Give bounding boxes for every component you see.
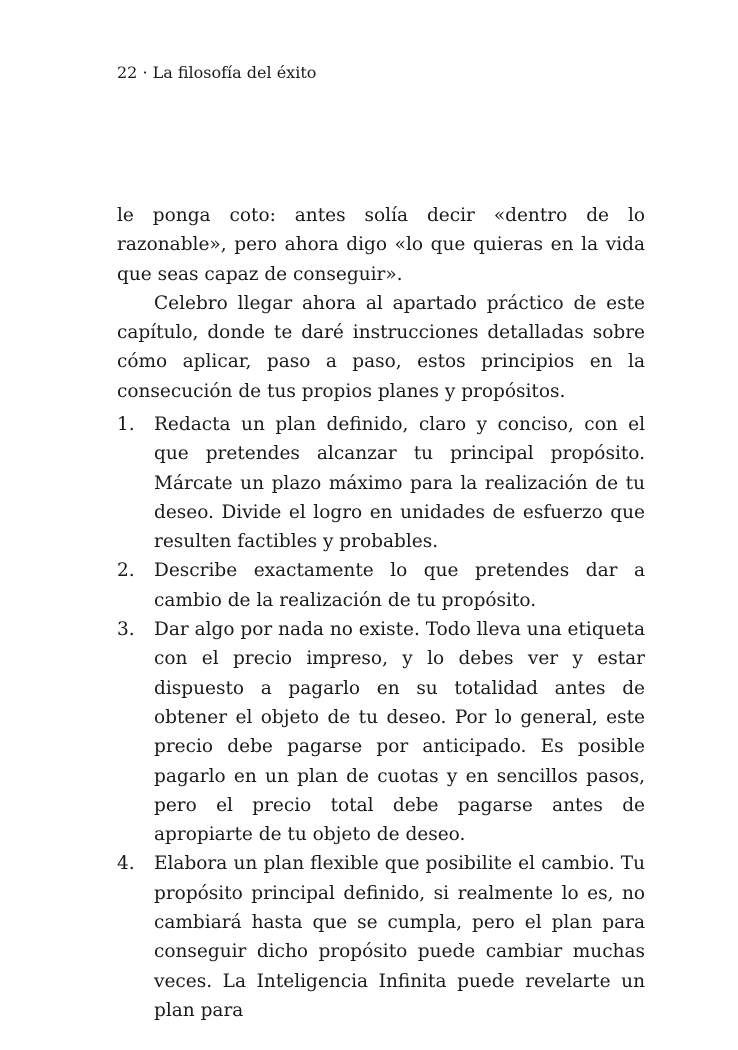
list-item-1 — [117, 410, 645, 556]
list-item-text: Redacta un plan definido, claro y conciso, con el que pretendes alcanzar tu principal propósito. Márcate un plazo máximo para la realización de tu deseo. Divide el logro en unidades de esfuerzo que resulten factibles y probables. — [154, 414, 645, 553]
list-item-text: Describe exactamente lo que pretendes dar a cambio de la realización de tu propósito. — [154, 560, 645, 611]
paragraph-continued: le ponga coto: antes solía decir «dentro de lo razonable», pero ahora digo «lo que quieras en la vida que seas capaz de conseguir». — [117, 205, 645, 285]
list-item-number: 2. — [117, 560, 135, 582]
list-item-text: Dar algo por nada no existe. Todo lleva una etiqueta con el precio impreso, y lo debes ver y estar dispuesto a pagarlo en su totalidad antes de obtener el objeto de tu deseo. Por lo general, este precio debe pagarse por anticipado. Es posible pagarlo en un plan de cuotas y en sencillos pasos, pero el precio total debe pagarse antes de apropiarte de tu objeto de deseo. — [154, 619, 645, 846]
list-item-number: 3. — [117, 619, 135, 641]
list-item-text: Elabora un plan flexible que posibilite el cambio. Tu propósito principal definido, si realmente lo es, no cambiará hasta que se cumpla, pero el plan para conseguir dicho propósito puede cambiar muchas veces. La Inteligencia Infinita puede revelarte un plan para — [154, 853, 645, 1021]
list-item-4 — [117, 849, 645, 1025]
body-text — [117, 201, 645, 406]
list-item-3 — [117, 615, 645, 849]
numbered-list — [117, 410, 645, 1025]
list-item-number: 1. — [117, 414, 135, 435]
list-item-2 — [117, 556, 645, 615]
running-head: 22 · La filosofía del éxito — [117, 63, 317, 82]
paragraph: Celebro llegar ahora al apartado práctico de este capítulo, donde te daré instrucciones detalladas sobre cómo aplicar, paso a paso, estos principios en la consecución de tus propios planes y propósitos. — [117, 292, 645, 402]
list-item-number: 4. — [117, 853, 135, 875]
